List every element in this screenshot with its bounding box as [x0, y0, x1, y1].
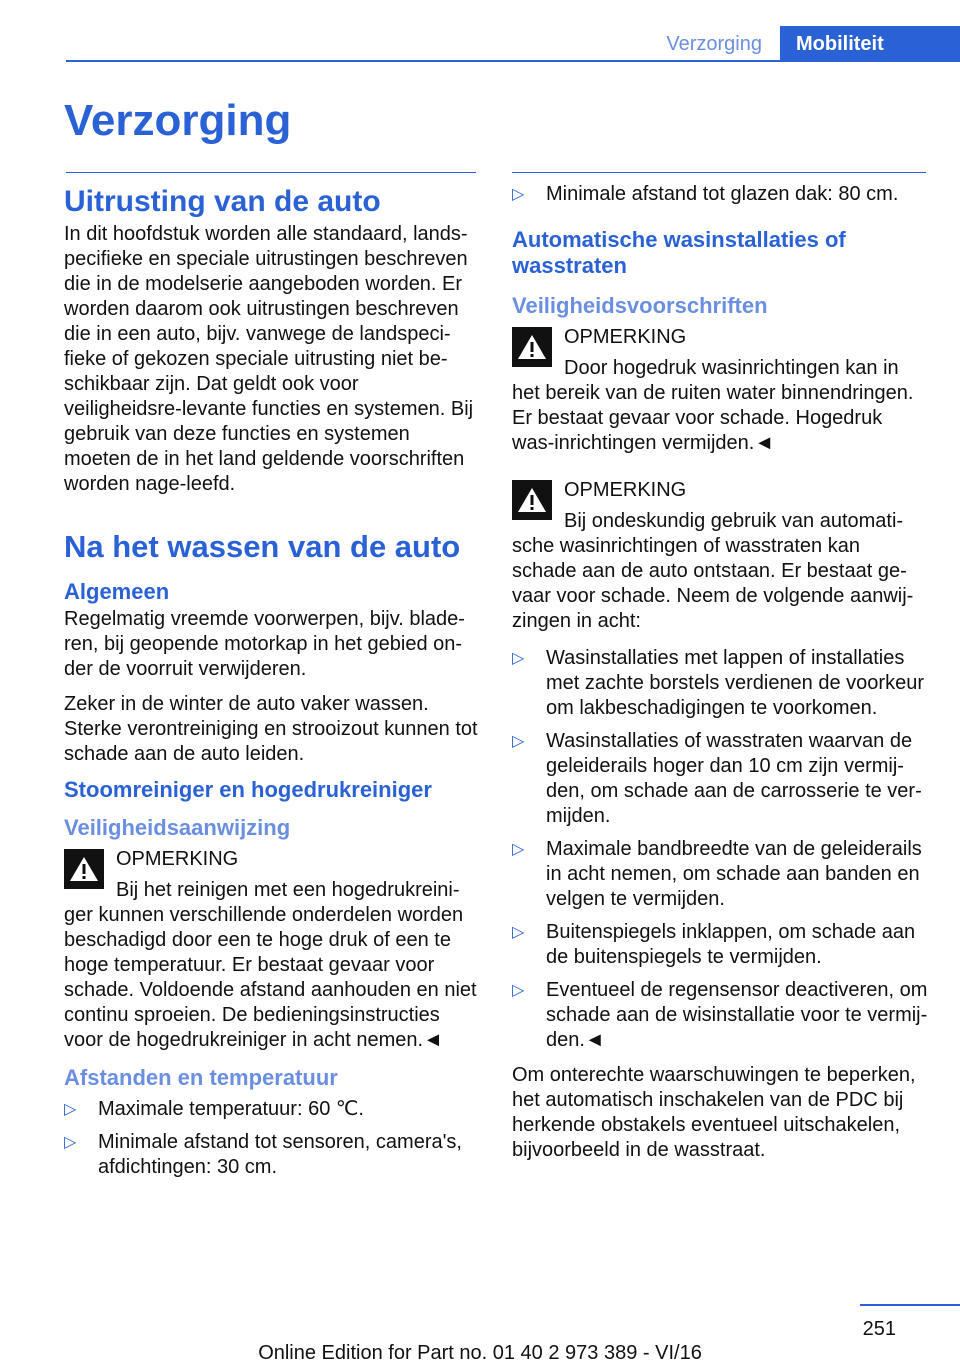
list-item: ▷ Eventueel de regensensor deactiveren, om schade aan de wisinstallatie voor te vermij-den.◄	[512, 979, 928, 1051]
warning-note-2	[512, 478, 928, 634]
page-number: 251	[862, 1318, 896, 1340]
heading-distances: Afstanden en temperatuur	[64, 1065, 338, 1090]
note-label: OPMERKING	[564, 326, 687, 348]
tab-chapter[interactable]: Mobiliteit	[780, 26, 960, 62]
bullet-triangle-icon: ▷	[512, 733, 525, 750]
title-rule	[66, 172, 476, 173]
heading-after-wash: Na het wassen van de auto	[64, 529, 461, 564]
header-rule	[66, 60, 960, 62]
bullet-triangle-icon: ▷	[512, 841, 525, 858]
paragraph-general-2: Zeker in de winter de auto vaker wassen. Sterke verontreiniging en strooizout kunnen tot schade aan de auto leiden.	[64, 693, 478, 765]
heading-steam-cleaner: Stoomreiniger en hogedrukreiniger	[64, 777, 432, 802]
list-item: ▷ Minimale afstand tot sensoren, camera's, afdichtingen: 30 cm.	[64, 1131, 462, 1178]
header-tabs	[648, 26, 960, 62]
bullet-triangle-icon: ▷	[512, 924, 525, 941]
note-text: Door hogedruk wasinrichtingen kan in het bereik van de ruiten water binnendringen. Er bestaat gevaar voor schade. Hogedruk was-inrichtingen vermijden.◄	[512, 357, 914, 454]
note-text: Bij het reinigen met een hogedrukreini-ger kunnen verschillende onderdelen worden beschadigd door een te hoge druk of een te hoge temperatuur. Er bestaat gevaar voor schade. Voldoende afstand aanhouden en niet continu sproeien. De bedieningsinstructies voor de hogedrukreiniger in acht nemen.◄	[64, 879, 477, 1051]
list-item: ▷ Maximale bandbreedte van de geleiderails in acht nemen, om schade aan banden en velgen te vermijden.	[512, 838, 922, 910]
list-item: ▷ Maximale temperatuur: 60 ℃.	[64, 1098, 364, 1120]
bullet-list-distances	[64, 1097, 478, 1180]
paragraph-equipment: In dit hoofdstuk worden alle standaard, lands-pecifieke en speciale uitrustingen beschreven die in de modelserie aangeboden worden. Er worden daarom ook uitrustingen beschreven die in een auto, bijv. vanwege de landspeci-fieke of gekozen speciale uitrusting niet be-schikbaar zijn. Dat geldt ook voor veiligheidsre-levante functies en systemen. Bij gebruik van deze functies en systemen moeten de in het land geldende voorschriften worden nage-leefd.	[64, 223, 474, 495]
heading-automatic-wash: Automatische wasinstallaties of wasstraten	[512, 227, 846, 278]
bullet-triangle-icon: ▷	[512, 982, 525, 999]
list-item: ▷ Wasinstallaties of wasstraten waarvan de geleiderails hoger dan 10 cm zijn vermij-den, om schade aan de carrosserie te ver-mijden.	[512, 730, 922, 827]
heading-regulations: Veiligheidsvoorschriften	[512, 293, 768, 318]
tab-section[interactable]: Verzorging	[666, 32, 762, 55]
note-label: OPMERKING	[116, 848, 239, 870]
bullet-triangle-icon: ▷	[512, 186, 525, 203]
bullet-triangle-icon: ▷	[64, 1134, 77, 1151]
left-column	[64, 182, 478, 1190]
edition-footer: Online Edition for Part no. 01 40 2 973 389 - VI/16	[258, 1342, 702, 1364]
right-column-rule	[512, 172, 926, 173]
warning-note	[64, 847, 478, 1053]
list-item: ▷ Wasinstallaties met lappen of installaties met zachte borstels verdienen de voorkeur om lakbeschadigingen te voorkomen.	[512, 647, 924, 719]
list-item: ▷ Minimale afstand tot glazen dak: 80 cm.	[512, 183, 899, 205]
note-label: OPMERKING	[564, 479, 687, 501]
bullet-triangle-icon: ▷	[64, 1101, 77, 1118]
warning-triangle-icon	[512, 327, 552, 367]
heading-general: Algemeen	[64, 579, 170, 604]
bullet-list-car-wash	[512, 646, 928, 1053]
warning-note-1	[512, 325, 928, 456]
list-item: ▷ Buitenspiegels inklappen, om schade aan de buitenspiegels te vermijden.	[512, 921, 916, 968]
right-column	[512, 182, 928, 1173]
footer-rule	[860, 1304, 960, 1306]
heading-equipment: Uitrusting van de auto	[64, 185, 381, 218]
paragraph-pdc: Om onterechte waarschuwingen te beperken, het automatisch inschakelen van de PDC bij herkende obstakels eventueel uitschakelen, bijvoorbeeld in de wasstraat.	[512, 1064, 916, 1161]
warning-triangle-icon	[64, 849, 104, 889]
warning-triangle-icon	[512, 480, 552, 520]
note-text: Bij ondeskundig gebruik van automati-sche wasinrichtingen of wasstraten kan schade aan de auto ontstaan. Er bestaat ge-vaar voor schade. Neem de volgende aanwij-zingen in acht:	[512, 510, 914, 632]
bullet-list-roof	[512, 182, 928, 207]
heading-safety-note: Veiligheidsaanwijzing	[64, 815, 291, 840]
paragraph-general-1: Regelmatig vreemde voorwerpen, bijv. blade-ren, bij geopende motorkap in het gebied on-der de voorruit verwijderen.	[64, 608, 465, 680]
page-title: Verzorging	[64, 96, 292, 145]
bullet-triangle-icon: ▷	[512, 650, 525, 667]
